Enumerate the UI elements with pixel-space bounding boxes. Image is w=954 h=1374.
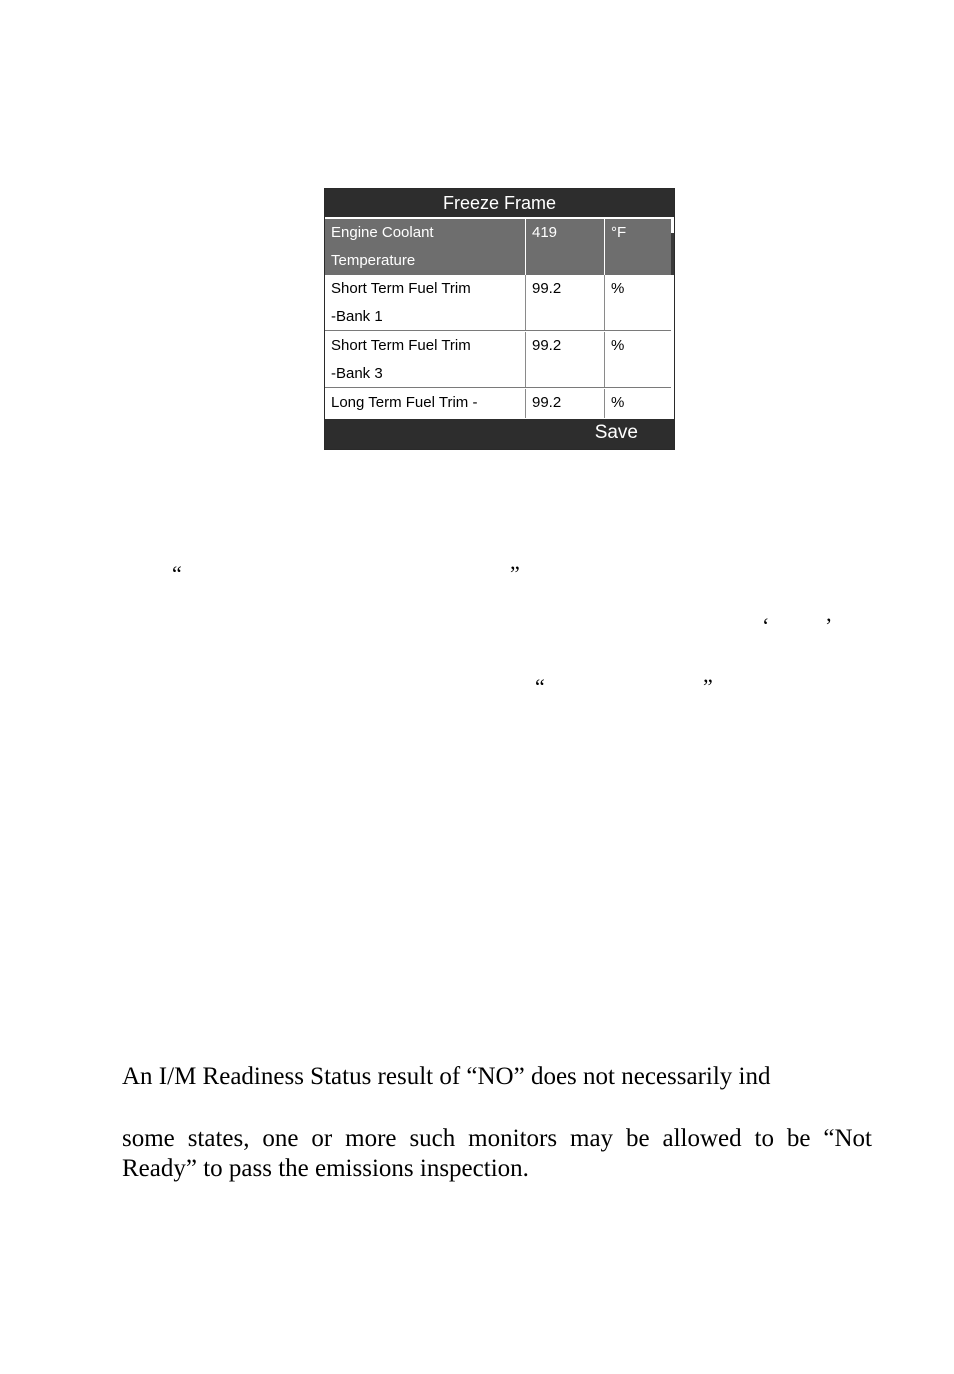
paragraph-line: some states, one or more such monitors may be allowed to be “Not Ready” to pass the emissions inspection. [122,1125,872,1182]
quote-mark: ” [510,561,520,586]
table-row[interactable] [325,219,671,275]
parameter-value: 419 [525,219,604,275]
scroll-thumb[interactable] [671,233,674,275]
quote-mark: “ [172,561,182,586]
parameter-unit: °F [604,219,671,275]
parameter-value: 99.2 [525,332,604,387]
table-row[interactable] [325,332,671,388]
parameter-name: Short Term Fuel Trim -Bank 3 [331,337,471,382]
quote-mark: “ [535,674,545,699]
softkey-bar [325,419,674,449]
parameter-name: Long Term Fuel Trim - [331,394,478,411]
device-screen [324,188,675,450]
table-row[interactable] [325,275,671,331]
table-row[interactable] [325,389,671,418]
parameter-unit: % [604,389,671,418]
save-button[interactable]: Save [594,422,638,443]
scrollbar[interactable] [671,219,674,418]
parameter-name: Engine Coolant Temperature [331,224,434,269]
quote-mark: ” [703,674,713,699]
parameter-value: 99.2 [525,389,604,418]
quote-mark: ‘ [762,613,770,638]
paragraph-line: An I/M Readiness Status result of “NO” does not necessarily ind [122,1063,771,1090]
screen-title: Freeze Frame [325,189,674,217]
quote-mark: ’ [825,613,833,638]
parameter-name: Short Term Fuel Trim -Bank 1 [331,280,471,325]
parameter-unit: % [604,332,671,387]
freeze-frame-list [325,219,671,418]
parameter-unit: % [604,275,671,330]
parameter-value: 99.2 [525,275,604,330]
